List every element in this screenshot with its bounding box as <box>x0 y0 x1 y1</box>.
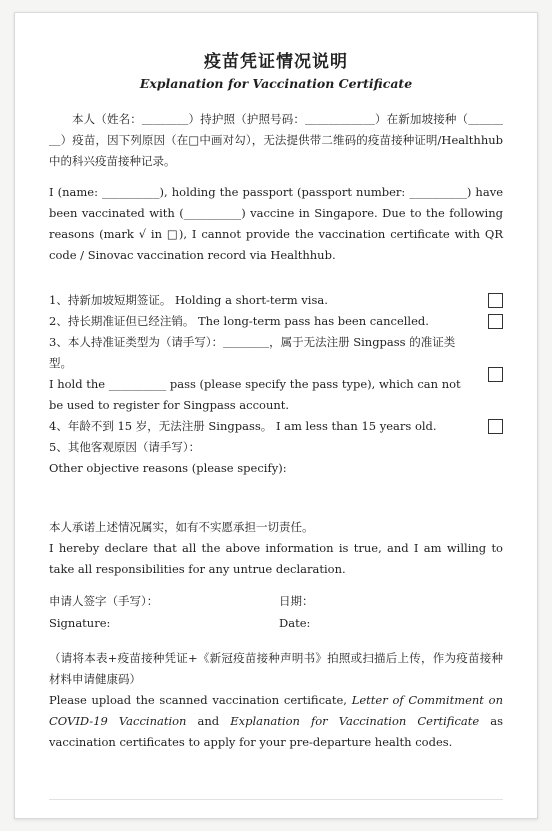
intro-english: I (name: __________), holding the passport (passport number: __________) have been vaccinated with (__________) vaccine in Singapore. Due to the following reasons (mark √ in □), I cannot provide the vaccination certificate with QR code / Sinovac vaccination record via Healthhub. <box>49 185 503 262</box>
reason-text-en: I hold the __________ pass (please specify the pass type), which can not be used to register for Singpass account. <box>49 377 461 412</box>
document-sheet <box>14 12 538 819</box>
reason-item-2 <box>49 311 503 332</box>
page-subtitle: Explanation for Vaccination Certificate <box>139 76 413 91</box>
signature-row-en <box>49 612 503 634</box>
reason-text-cn: 年龄不到 15 岁，无法注册 Singpass。 <box>67 419 273 433</box>
page-title: 疫苗凭证情况说明 <box>204 52 348 72</box>
signature-label-en: Signature: <box>49 616 111 630</box>
reason-4-checkbox[interactable] <box>488 419 503 434</box>
intro-chinese: 本人（姓名：＿＿＿＿）持护照（护照号码：＿＿＿＿＿＿）在新加坡接种（＿＿＿＿）疫苗，因下列原因（在□中画对勾），无法提供带二维码的疫苗接种证明/Healthhub中的科兴疫苗接种记录。 <box>49 112 503 168</box>
reason-text-en: I am less than 15 years old. <box>275 419 437 433</box>
reason-text-cn: 本人持准证类型为（请手写）：＿＿＿＿，属于无法注册 Singpass 的准证类型。 <box>49 335 456 370</box>
upload-note-chinese: （请将本表+疫苗接种凭证+《新冠疫苗接种声明书》拍照或扫描后上传，作为疫苗接种材料申请健康码） <box>49 651 503 686</box>
note-document-name-2: Explanation for Vaccination Certificate <box>230 714 480 728</box>
signature-label-cn: 申请人签字（手写）： <box>49 594 159 608</box>
reason-item-4 <box>49 416 503 437</box>
declaration-chinese: 本人承诺上述情况属实，如有不实愿承担一切责任。 <box>49 520 314 534</box>
signature-row-cn <box>49 590 503 612</box>
note-document-name-1: Letter of Commitment on COVID-19 Vaccination <box>49 693 503 728</box>
date-label-en: Date: <box>279 616 311 630</box>
note-text: Please upload the scanned vaccination certificate, <box>49 693 352 707</box>
reason-number: 3、 <box>49 335 68 349</box>
declaration-english: I hereby declare that all the above information is true, and I am willing to take all responsibilities for any untrue declaration. <box>49 541 503 576</box>
reason-item-1 <box>49 290 503 311</box>
note-text: and <box>186 714 231 728</box>
reason-3-checkbox[interactable] <box>488 367 503 382</box>
reason-number: 2、 <box>49 314 68 328</box>
upload-note-english <box>49 690 503 753</box>
page-divider <box>49 799 503 800</box>
reason-text-cn: 持长期准证但已经注销。 <box>67 314 195 328</box>
date-label-cn: 日期： <box>279 594 314 608</box>
reason-number: 1、 <box>49 293 68 307</box>
other-reason-label-en: Other objective reasons (please specify): <box>49 461 287 475</box>
other-reason-label-cn: 5、其他客观原因（请手写）： <box>49 440 201 454</box>
reason-1-checkbox[interactable] <box>488 293 503 308</box>
reason-number: 4、 <box>49 419 68 433</box>
reason-text-en: The long-term pass has been cancelled. <box>197 314 429 328</box>
reason-2-checkbox[interactable] <box>488 314 503 329</box>
reason-text-cn: 持新加坡短期签证。 <box>67 293 172 307</box>
reason-text-en: Holding a short-term visa. <box>174 293 328 307</box>
reason-item-3 <box>49 332 503 416</box>
note-text: as vaccination certificates to apply for your pre-departure health codes. <box>49 714 504 749</box>
